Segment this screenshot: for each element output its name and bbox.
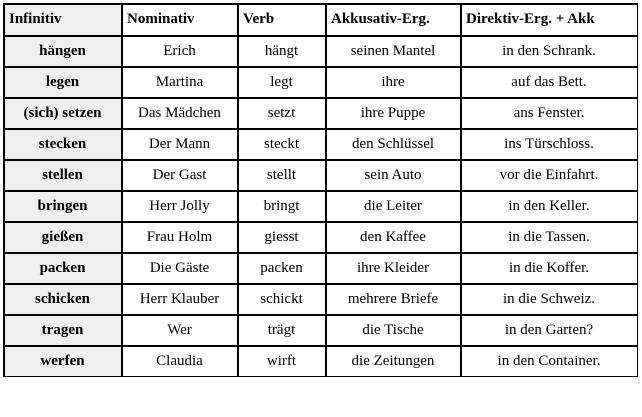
header-direktiv: Direktiv-Erg. + Akk [461, 4, 638, 36]
table-header [4, 4, 638, 36]
cell-akkusativ: die Zeitungen [326, 346, 461, 377]
cell-nominativ: Der Mann [122, 129, 238, 160]
cell-nominativ: Erich [122, 36, 238, 67]
cell-verb: wirft [238, 346, 326, 377]
cell-nominativ: Frau Holm [122, 222, 238, 253]
cell-infinitiv: (sich) setzen [4, 98, 122, 129]
cell-direktiv: auf das Bett. [461, 67, 638, 98]
cell-akkusativ: sein Auto [326, 160, 461, 191]
cell-verb: bringt [238, 191, 326, 222]
cell-akkusativ: die Leiter [326, 191, 461, 222]
cell-direktiv: in den Garten? [461, 315, 638, 346]
cell-verb: giesst [238, 222, 326, 253]
cell-akkusativ: den Kaffee [326, 222, 461, 253]
table-row [4, 67, 638, 98]
cell-infinitiv: schicken [4, 284, 122, 315]
cell-infinitiv: hängen [4, 36, 122, 67]
cell-akkusativ: mehrere Briefe [326, 284, 461, 315]
cell-infinitiv: gießen [4, 222, 122, 253]
cell-akkusativ: ihre Puppe [326, 98, 461, 129]
cell-infinitiv: stecken [4, 129, 122, 160]
header-row [4, 4, 638, 36]
cell-infinitiv: tragen [4, 315, 122, 346]
cell-akkusativ: die Tische [326, 315, 461, 346]
cell-akkusativ: den Schlüssel [326, 129, 461, 160]
cell-nominativ: Das Mädchen [122, 98, 238, 129]
cell-verb: schickt [238, 284, 326, 315]
cell-infinitiv: werfen [4, 346, 122, 377]
cell-verb: hängt [238, 36, 326, 67]
cell-verb: packen [238, 253, 326, 284]
header-akkusativ: Akkusativ-Erg. [326, 4, 461, 36]
cell-nominativ: Die Gäste [122, 253, 238, 284]
cell-nominativ: Herr Jolly [122, 191, 238, 222]
cell-verb: stellt [238, 160, 326, 191]
cell-verb: trägt [238, 315, 326, 346]
table-row [4, 253, 638, 284]
cell-verb: setzt [238, 98, 326, 129]
header-verb: Verb [238, 4, 326, 36]
cell-direktiv: ans Fenster. [461, 98, 638, 129]
table-row [4, 36, 638, 67]
cell-direktiv: in die Koffer. [461, 253, 638, 284]
table-row [4, 315, 638, 346]
table-row [4, 98, 638, 129]
cell-direktiv: in den Keller. [461, 191, 638, 222]
cell-nominativ: Herr Klauber [122, 284, 238, 315]
cell-akkusativ: seinen Mantel [326, 36, 461, 67]
cell-akkusativ: ihre Kleider [326, 253, 461, 284]
cell-nominativ: Der Gast [122, 160, 238, 191]
table-row [4, 346, 638, 377]
cell-direktiv: vor die Einfahrt. [461, 160, 638, 191]
table-row [4, 222, 638, 253]
table-row [4, 191, 638, 222]
cell-nominativ: Wer [122, 315, 238, 346]
cell-nominativ: Martina [122, 67, 238, 98]
cell-infinitiv: packen [4, 253, 122, 284]
cell-direktiv: in den Schrank. [461, 36, 638, 67]
cell-verb: legt [238, 67, 326, 98]
cell-direktiv: in den Container. [461, 346, 638, 377]
cell-direktiv: in die Schweiz. [461, 284, 638, 315]
cell-nominativ: Claudia [122, 346, 238, 377]
header-infinitiv: Infinitiv [4, 4, 122, 36]
cell-direktiv: ins Türschloss. [461, 129, 638, 160]
cell-infinitiv: stellen [4, 160, 122, 191]
table-row [4, 284, 638, 315]
header-nominativ: Nominativ [122, 4, 238, 36]
table-body [4, 36, 638, 377]
table-row [4, 160, 638, 191]
verb-valency-table [3, 3, 638, 377]
cell-akkusativ: ihre [326, 67, 461, 98]
cell-infinitiv: legen [4, 67, 122, 98]
cell-infinitiv: bringen [4, 191, 122, 222]
table-row [4, 129, 638, 160]
cell-verb: steckt [238, 129, 326, 160]
cell-direktiv: in die Tassen. [461, 222, 638, 253]
